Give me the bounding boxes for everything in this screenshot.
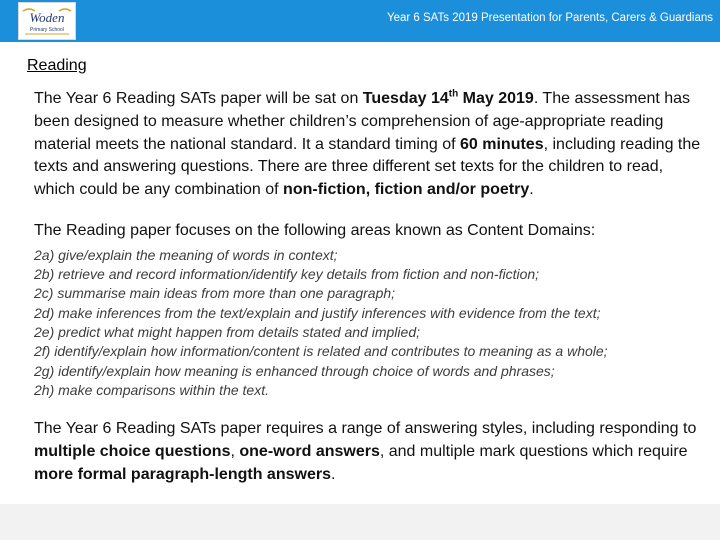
content-domain-list (34, 246, 704, 400)
intro-date: Tuesday 14th May 2019 (362, 88, 534, 107)
school-logo-graphic (19, 3, 75, 39)
intro-paragraph (34, 88, 704, 202)
content-domain-item: 2b) retrieve and record information/identify key details from fiction and non-fiction; (34, 266, 540, 283)
content-domain-item: 2f) identify/explain how information/content is related and contributes to meaning as a whole; (34, 343, 608, 360)
content-domain-item: 2c) summarise main ideas from more than one paragraph; (34, 285, 396, 302)
logo-text-sub: Primary School (30, 27, 64, 33)
logo-text-main: Woden (29, 10, 65, 25)
content-domain-item: 2g) identify/explain how meaning is enhanced through choice of words and phrases; (34, 362, 555, 379)
footer-strip (0, 504, 720, 540)
content-domain-item: 2a) give/explain the meaning of words in context; (34, 246, 338, 263)
presentation-title: Year 6 SATs 2019 Presentation for Parents, Carers & Guardians (386, 12, 713, 24)
content-domain-item: 2e) predict what might happen from details stated and implied; (34, 323, 420, 340)
domains-intro: The Reading paper focuses on the following areas known as Content Domains: (34, 221, 596, 239)
intro-text-1: The Year 6 Reading SATs paper will be sat on (34, 90, 363, 107)
style-paragraph-length: more formal paragraph-length answers (34, 465, 331, 483)
header-bar (0, 0, 720, 42)
slide-content (34, 88, 704, 487)
content-domain-item: 2d) make inferences from the text/explain and justify inferences with evidence from the text; (34, 304, 601, 321)
intro-text-types: non-fiction, fiction and/or poetry (283, 181, 530, 199)
style-multiple-choice: multiple choice questions (34, 442, 231, 460)
content-domain-item: 2h) make comparisons within the text. (34, 381, 269, 398)
intro-text-3: , including reading the texts and answering questions. There are three different set texts for the children to read, which could be any combination of (34, 135, 701, 199)
intro-timing: 60 minutes (460, 135, 544, 153)
style-one-word: one-word answers (239, 442, 380, 460)
intro-text-2: . The assessment has been designed to measure whether children’s comprehension of age-appropriate reading material meets the national standard. It a standard timing of (34, 90, 691, 153)
intro-text-4: . (529, 181, 534, 199)
section-heading: Reading (27, 57, 87, 74)
answering-styles-paragraph: The Year 6 Reading SATs paper requires a range of answering styles, including responding to multiple choice questions, one-word answers, and multiple mark questions which require more formal paragraph-length answers. (34, 420, 697, 483)
school-logo (18, 2, 76, 40)
date-ordinal: th (448, 88, 459, 100)
